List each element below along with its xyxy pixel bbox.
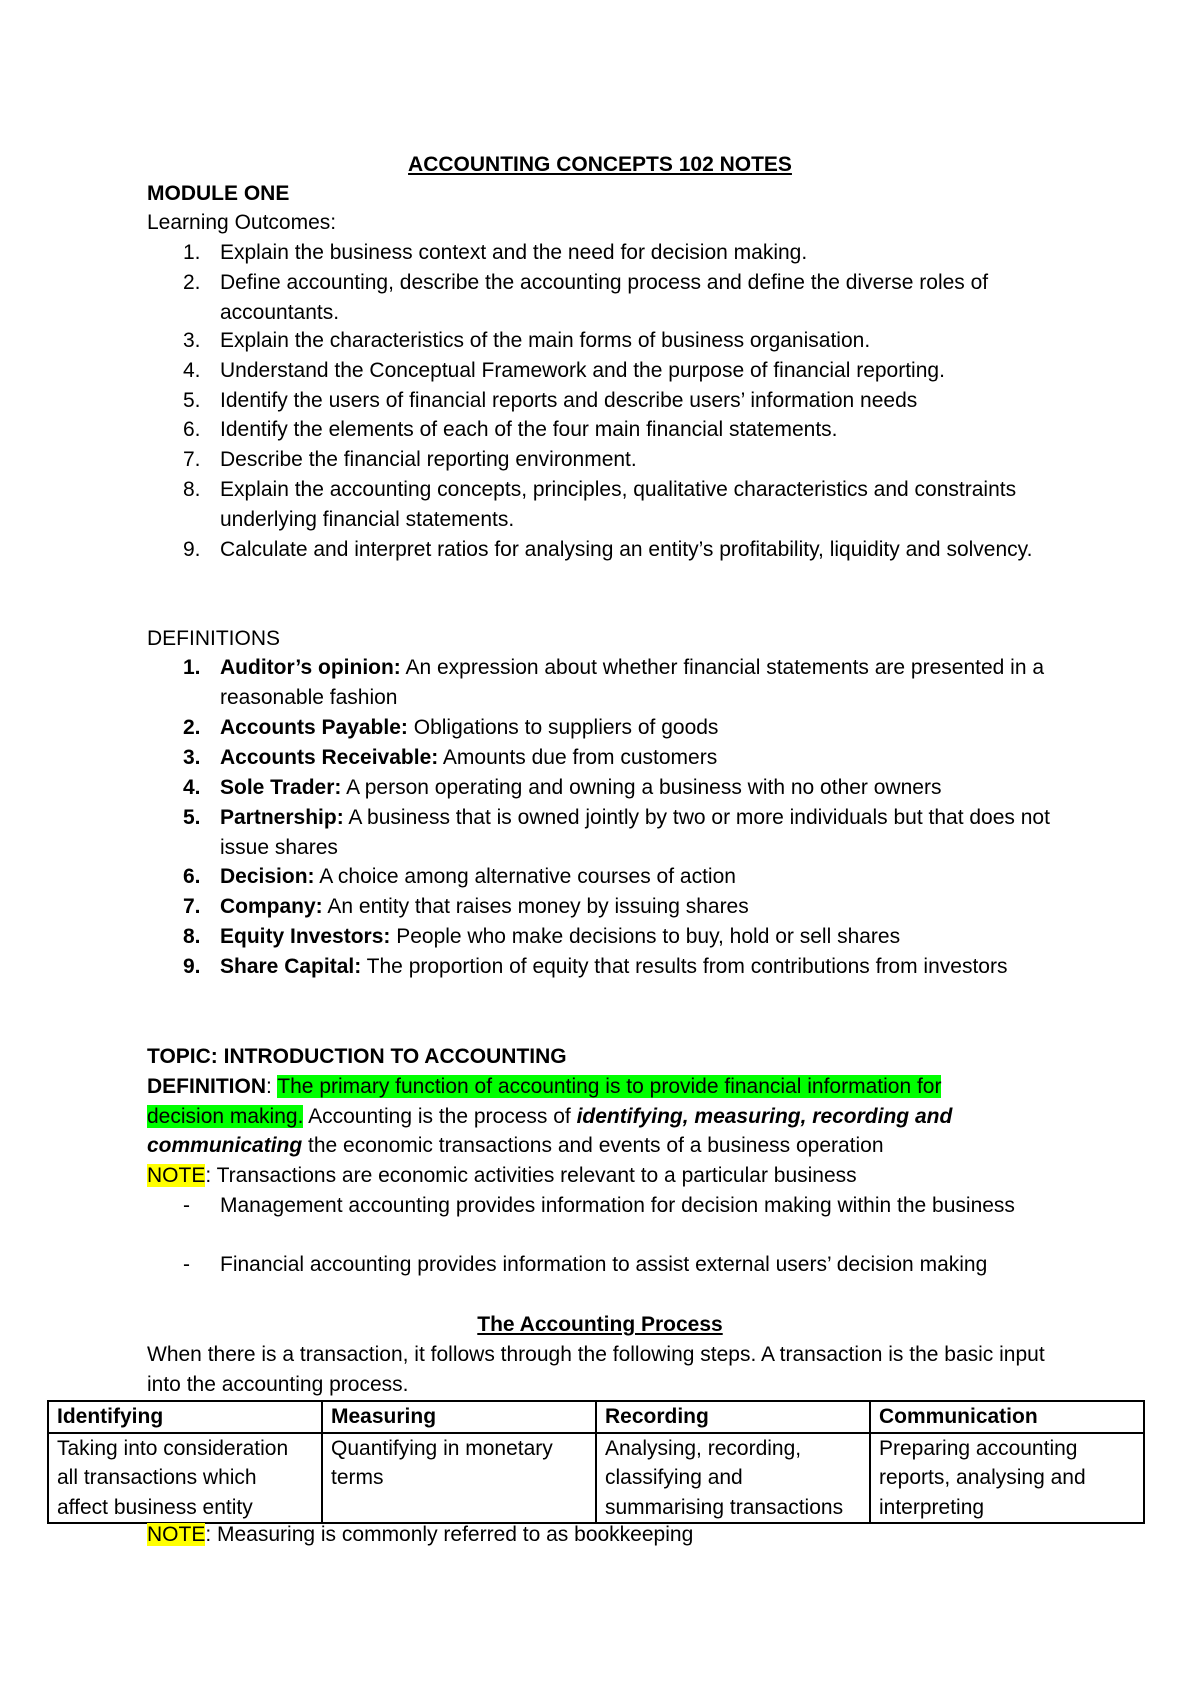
list-item: 8. Explain the accounting concepts, principles, qualitative characteristics and constraints underlying financial statements.: [183, 478, 1017, 531]
definition-term: Equity Investors:: [220, 925, 391, 948]
definition-text: A choice among alternative courses of action: [314, 865, 736, 888]
definitions-heading: DEFINITIONS: [147, 627, 281, 650]
table-header: Recording: [596, 1401, 870, 1433]
table-header: Communication: [870, 1401, 1144, 1433]
topic-heading: TOPIC: INTRODUCTION TO ACCOUNTING: [147, 1045, 567, 1068]
list-item: 8. Equity Investors: People who make decisions to buy, hold or sell shares: [183, 925, 901, 948]
table-header: Measuring: [322, 1401, 596, 1433]
list-item: 2. Accounts Payable: Obligations to suppliers of goods: [183, 716, 719, 739]
definition-term: Accounts Receivable:: [220, 746, 439, 769]
definition-term: Decision:: [220, 865, 315, 888]
list-item: 1. Auditor’s opinion: An expression about whether financial statements are presented in a reasonable fashion: [183, 656, 1045, 709]
process-emphasis-cont: communicating: [147, 1134, 303, 1157]
learning-outcomes-label: Learning Outcomes:: [147, 211, 337, 234]
module-heading: MODULE ONE: [147, 182, 290, 205]
definition-text: An expression about whether financial statements are presented in a reasonable fashion: [220, 656, 1045, 709]
definition-text: A person operating and owning a business with no other owners: [341, 776, 942, 799]
definition-label: DEFINITION: [147, 1075, 266, 1098]
list-item: 3. Explain the characteristics of the main forms of business organisation.: [183, 329, 871, 352]
table-cell: Quantifying in monetary terms: [322, 1433, 596, 1524]
list-item: 7. Company: An entity that raises money by issuing shares: [183, 895, 749, 918]
list-item: 4. Understand the Conceptual Framework and the purpose of financial reporting.: [183, 359, 945, 382]
highlighted-definition-cont: decision making.: [147, 1105, 304, 1128]
highlighted-definition: The primary function of accounting is to provide financial information for: [277, 1075, 942, 1098]
note-bookkeeping: NOTE: Measuring is commonly referred to as bookkeeping: [147, 1523, 694, 1546]
document-page: ACCOUNTING CONCEPTS 102 NOTES MODULE ONE Learning Outcomes: 1. Explain the business context and the need for decision making. 2. Define accounting, describe the accounting process and define the diverse roles of accountants. 3. Explain the characteristics of the main forms of business organisation. 4. Understand the Conceptual Framework and the purpose of financial reporting. 5. Identify the users of financial reports and describe users’ information needs 6. Identify the elements of each of the four main financial statements. 7. Describe the financial reporting environment. 8. Explain the accounting concepts, principles, qualitative characteristics and constraints underlying financial statements. 9. Calculate and interpret ratios for analysing an entity’s profitability, liquidity and solvency. DEFINITIONS 1. Auditor’s opinion: An expression about whether financial statements are presented in a reasonable fashion 2. Accounts Payable: Obligations to suppliers of goods 3. Accounts Receivable: Amounts due from customers 4. Sole Trader: A person operating and owning a business with no other owners 5. Partnership: A business that is owned jointly by two or more individuals but that does not issue shares 6. Decision: A choice among alternative courses of action 7. Company: An entity that raises money by issuing shares 8. Equity Investors: People who make decisions to buy, hold or sell shares 9. Share Capital: The proportion of equity that results from contributions from investors TOPIC: INTRODUCTION TO ACCOUNTING DEFINITION: The primary function of accounting is to provide financial information for decision making. Accounting is the process of identifying, measuring, recording and communicating the economic transactions and events of a business operation NOTE: Transactions are economic activities relevant to a particular business - Management accounting provides information for decision making within the business - Financial accounting provides information to assist external users’ decision making The Accounting Process When there is a transaction, it follows through the following steps. A transaction is the basic input into the accounting process. Identifying Measuring Recording Communication Taking into consideration all transactions which affect business entity Quantifying in monetary terms Analysing, recording, classifying and summarising transactions Preparing accounting reports, analysing and interpreting NOTE: Measuring is commonly referred to as bookkeeping: [0, 0, 1200, 1698]
list-item: 9. Calculate and interpret ratios for analysing an entity’s profitability, liquidity and solvency.: [183, 538, 1033, 561]
definition-term: Accounts Payable:: [220, 716, 408, 739]
list-item: 6. Identify the elements of each of the four main financial statements.: [183, 418, 838, 441]
definition-term: Auditor’s opinion:: [220, 656, 401, 679]
list-item: 5. Identify the users of financial reports and describe users’ information needs: [183, 389, 918, 412]
table-row: [48, 1433, 1144, 1524]
document-title: ACCOUNTING CONCEPTS 102 NOTES: [408, 153, 792, 176]
table-header-row: [48, 1401, 1144, 1433]
list-item: 2. Define accounting, describe the accounting process and define the diverse roles of accountants.: [183, 271, 989, 324]
note-label: NOTE: [147, 1523, 206, 1546]
list-item: 5. Partnership: A business that is owned jointly by two or more individuals but that does not issue shares: [183, 806, 1050, 859]
definition-text: A business that is owned jointly by two or more individuals but that does not issue shares: [220, 806, 1050, 859]
table-cell: Analysing, recording, classifying and summarising transactions: [596, 1433, 870, 1524]
list-item: 4. Sole Trader: A person operating and owning a business with no other owners: [183, 776, 942, 799]
process-heading: The Accounting Process: [477, 1313, 723, 1336]
list-item: 1. Explain the business context and the need for decision making.: [183, 241, 808, 264]
definition-text: Obligations to suppliers of goods: [407, 716, 719, 739]
note-label: NOTE: [147, 1164, 206, 1187]
table-cell: Taking into consideration all transactions which affect business entity: [48, 1433, 322, 1524]
definition-term: Partnership:: [220, 806, 344, 829]
definition-term: Share Capital:: [220, 955, 362, 978]
list-item: 7. Describe the financial reporting environment.: [183, 448, 637, 471]
definition-text: Amounts due from customers: [438, 746, 718, 769]
accounting-process-table: [47, 1400, 1145, 1524]
table-header: Identifying: [48, 1401, 322, 1433]
process-intro: When there is a transaction, it follows through the following steps. A transaction is the basic input into the accounting process.: [147, 1343, 1045, 1396]
definition-text: The proportion of equity that results from contributions from investors: [361, 955, 1008, 978]
note-transactions: NOTE: Transactions are economic activities relevant to a particular business: [147, 1164, 857, 1187]
definition-term: Company:: [220, 895, 323, 918]
definition-term: Sole Trader:: [220, 776, 342, 799]
definition-text: People who make decisions to buy, hold or sell shares: [390, 925, 901, 948]
table-cell: Preparing accounting reports, analysing and interpreting: [870, 1433, 1144, 1524]
list-item: 6. Decision: A choice among alternative courses of action: [183, 865, 736, 888]
process-emphasis: identifying, measuring, recording and: [576, 1105, 953, 1128]
list-item: 9. Share Capital: The proportion of equity that results from contributions from investors: [183, 955, 1008, 978]
definition-text: An entity that raises money by issuing shares: [322, 895, 749, 918]
list-item: 3. Accounts Receivable: Amounts due from customers: [183, 746, 718, 769]
